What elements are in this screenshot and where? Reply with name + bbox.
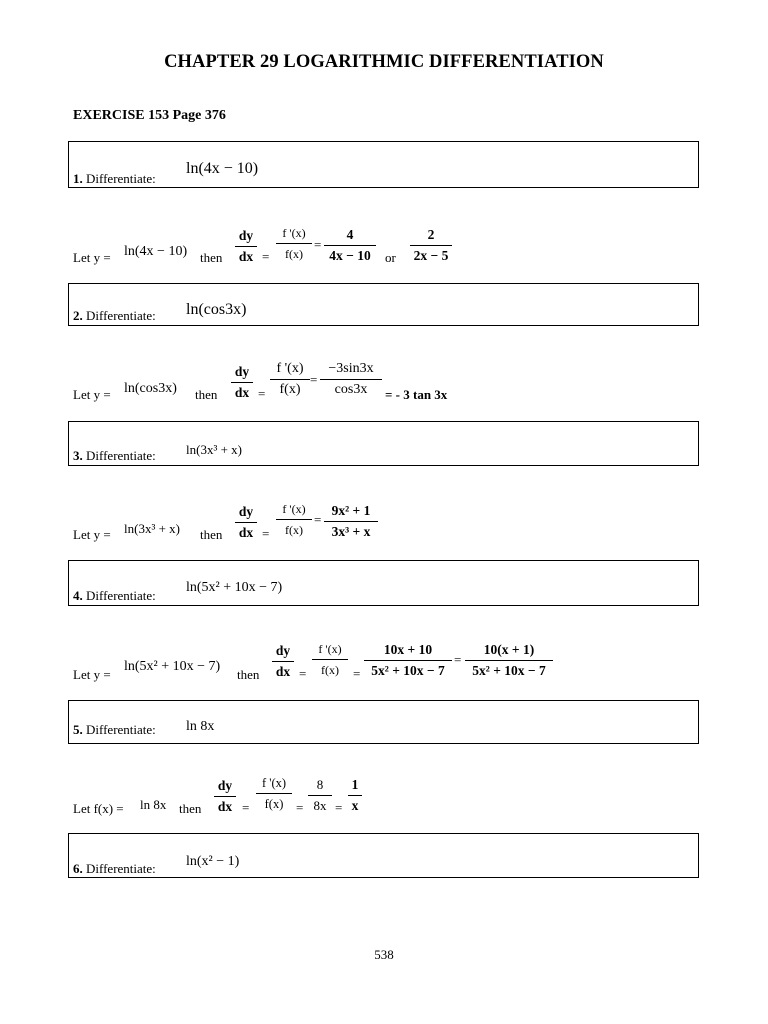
eq-4a: = (299, 666, 307, 681)
frac-4b: 10(x + 1) 5x² + 10x − 7 (465, 642, 553, 679)
eq-5a: = (242, 800, 250, 815)
let-label-3: Let y = (73, 527, 111, 542)
fpf-4: f '(x) f(x) (312, 641, 348, 678)
frac-5a: 8 8x (308, 777, 332, 814)
problem-label-1: 1. Differentiate: (73, 171, 156, 186)
eq-1b: = (314, 237, 322, 252)
problem-label-4: 4. Differentiate: (73, 588, 156, 603)
eq-1a: = (262, 249, 270, 264)
problem-expr-3: ln(3x³ + x) (186, 442, 242, 457)
chapter-title: CHAPTER 29 LOGARITHMIC DIFFERENTIATION (164, 52, 604, 72)
then-1: then (200, 250, 223, 265)
let-label-1: Let y = (73, 250, 111, 265)
frac-4a: 10x + 10 5x² + 10x − 7 (364, 642, 452, 679)
or-1: or (385, 250, 396, 265)
problem-expr-4: ln(5x² + 10x − 7) (186, 580, 283, 595)
let-expr-2: ln(cos3x) (124, 381, 177, 396)
problem-expr-2: ln(cos3x) (186, 301, 247, 318)
then-2: then (195, 387, 218, 402)
let-expr-5: ln 8x (140, 797, 167, 812)
fpf-3: f '(x) f(x) (276, 501, 312, 538)
then-4: then (237, 667, 260, 682)
frac-3a: 9x² + 1 3x³ + x (324, 503, 378, 540)
let-label-5: Let f(x) = (73, 801, 124, 816)
eq-3a: = (262, 526, 270, 541)
frac-1b: 2 2x − 5 (410, 227, 452, 264)
fpf-1: f '(x) f(x) (276, 225, 312, 262)
eq-5b: = (296, 800, 304, 815)
problem-box-5 (68, 700, 699, 744)
eq-2a: = (258, 386, 266, 401)
problem-expr-1: ln(4x − 10) (186, 160, 259, 177)
page-number: 538 (374, 947, 394, 962)
eq-2b: = (310, 372, 318, 387)
problem-box-1 (68, 141, 699, 188)
dydx-5: dy dx (214, 778, 236, 815)
eq-5c: = (335, 800, 343, 815)
then-3: then (200, 527, 223, 542)
eq-3b: = (314, 512, 322, 527)
then-5: then (179, 801, 202, 816)
problem-box-3 (68, 421, 699, 466)
frac-1a: 4 4x − 10 (324, 227, 376, 264)
exercise-heading: EXERCISE 153 Page 376 (73, 108, 226, 123)
problem-box-4 (68, 560, 699, 606)
problem-box-2 (68, 283, 699, 326)
problem-expr-5: ln 8x (186, 719, 215, 734)
let-expr-1: ln(4x − 10) (124, 244, 188, 259)
dydx-1: dy dx (235, 228, 257, 265)
eq-4c: = (454, 652, 462, 667)
eq-4b: = (353, 666, 361, 681)
problem-expr-6: ln(x² − 1) (186, 854, 240, 869)
fpf-5: f '(x) f(x) (256, 775, 292, 812)
dydx-4: dy dx (272, 643, 294, 680)
let-expr-4: ln(5x² + 10x − 7) (124, 659, 221, 674)
frac-5b: 1 x (348, 777, 362, 814)
problem-label-2: 2. Differentiate: (73, 308, 156, 323)
let-label-4: Let y = (73, 667, 111, 682)
problem-label-3: 3. Differentiate: (73, 448, 156, 463)
problem-label-6: 6. Differentiate: (73, 861, 156, 876)
let-label-2: Let y = (73, 387, 111, 402)
dydx-2: dy dx (231, 364, 253, 401)
problem-label-5: 5. Differentiate: (73, 722, 156, 737)
problem-box-6 (68, 833, 699, 878)
result-2: = - 3 tan 3x (385, 387, 448, 402)
let-expr-3: ln(3x³ + x) (124, 521, 180, 536)
fpf-2: f '(x) f(x) (270, 361, 310, 398)
dydx-3: dy dx (235, 504, 257, 541)
frac-2a: −3sin3x cos3x (320, 361, 382, 398)
